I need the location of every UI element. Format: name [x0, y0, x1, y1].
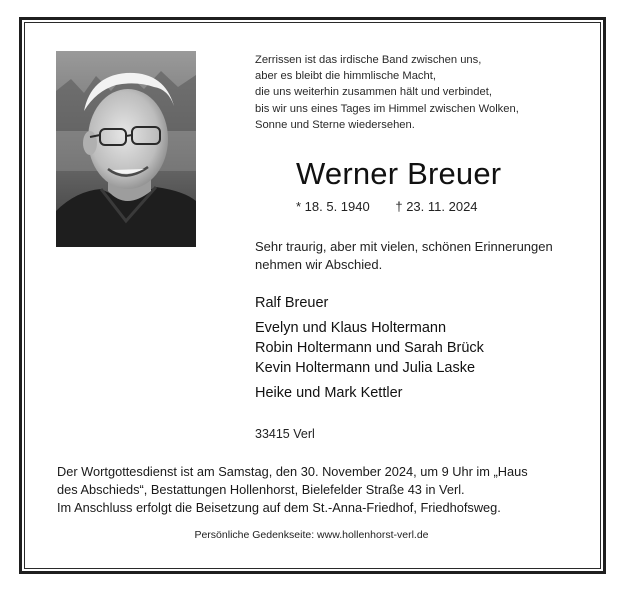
mourner-name: Ralf Breuer — [255, 295, 329, 311]
poem-text — [255, 52, 585, 133]
mourner-name: Kevin Holtermann und Julia Laske — [255, 360, 476, 376]
mourner-name: Robin Holtermann und Sarah Brück — [255, 340, 484, 356]
poem-line: aber es bleibt die himmlische Macht, — [255, 70, 436, 83]
poem-line: bis wir uns eines Tages im Himmel zwischen Wolken, — [255, 102, 519, 115]
poem-line: Zerrissen ist das irdische Band zwischen uns, — [255, 54, 482, 66]
life-dates — [296, 198, 478, 216]
farewell-text — [255, 238, 553, 274]
mourner-name: Heike und Mark Kettler — [255, 385, 403, 401]
poem-line: Sonne und Sterne wiedersehen. — [255, 118, 415, 131]
memorial-website-link[interactable]: Persönliche Gedenkseite: www.hollenhorst-verl.de — [194, 529, 429, 541]
service-line: des Abschieds“, Bestattungen Hollenhorst, Bielefelder Straße 43 in Verl. — [57, 482, 465, 497]
farewell-line: Sehr traurig, aber mit vielen, schönen Erinnerungen — [255, 239, 553, 254]
service-line: Der Wortgottesdienst ist am Samstag, den 30. November 2024, um 9 Uhr im „Haus — [57, 464, 528, 479]
place-postcode: 33415 Verl — [255, 427, 315, 441]
birth-date: * 18. 5. 1940 — [296, 199, 370, 214]
portrait-photo-icon — [56, 51, 196, 247]
deceased-name: Werner Breuer — [296, 156, 502, 191]
service-info — [57, 463, 577, 517]
farewell-line: nehmen wir Abschied. — [255, 257, 383, 272]
service-line: Im Anschluss erfolgt die Beisetzung auf dem St.-Anna-Friedhof, Friedhofsweg. — [57, 500, 501, 515]
mourners-list — [255, 293, 484, 403]
poem-line: die uns weiterhin zusammen hält und verbindet, — [255, 86, 492, 99]
mourner-name: Evelyn und Klaus Holtermann — [255, 320, 447, 336]
death-date: † 23. 11. 2024 — [395, 199, 478, 214]
